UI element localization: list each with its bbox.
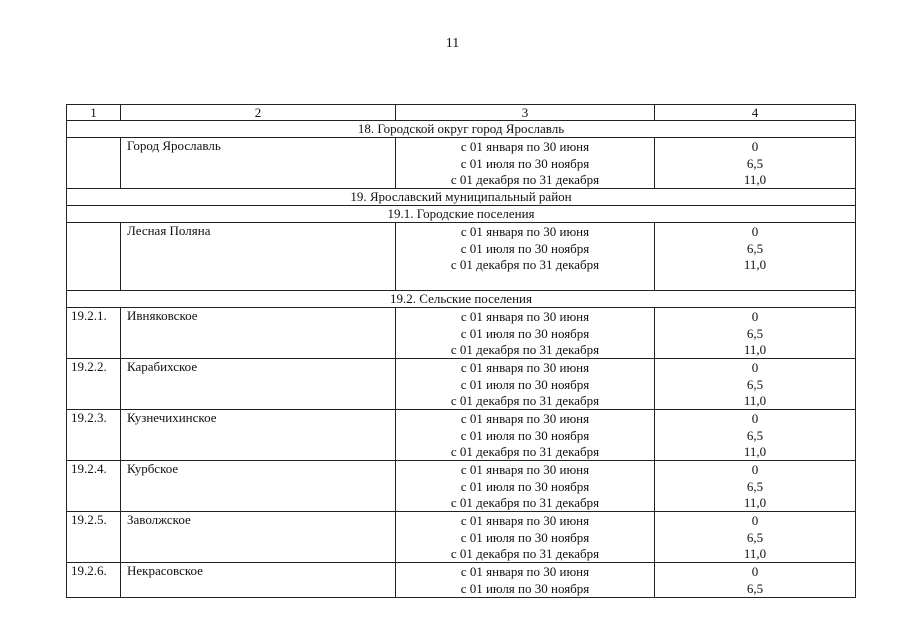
period-text: с 01 января по 30 июня xyxy=(460,462,590,477)
settlement-name: Кузнечихинское xyxy=(121,409,396,460)
period-cell xyxy=(396,138,655,189)
period-text: с 01 июля по 30 ноября xyxy=(460,155,590,171)
row-number xyxy=(67,138,121,189)
page-number: 11 xyxy=(445,36,460,51)
row-number: 19.2.5. xyxy=(67,512,121,563)
row-number: 19.2.4. xyxy=(67,461,121,512)
rate-value: 6,5 xyxy=(746,240,764,256)
period-cell xyxy=(396,409,655,460)
value-cell xyxy=(655,358,856,409)
rate-value: 6,5 xyxy=(746,529,764,545)
value-cell xyxy=(655,512,856,563)
rate-value: 0 xyxy=(751,308,759,324)
period-cell xyxy=(396,307,655,358)
section-title: 18. Городской округ город Ярославль xyxy=(67,121,856,138)
table-row xyxy=(67,358,856,409)
rate-value: 11,0 xyxy=(743,495,767,511)
column-header-4: 4 xyxy=(655,105,856,121)
rate-value: 0 xyxy=(751,410,759,426)
settlement-name: Заволжское xyxy=(121,512,396,563)
period-cell xyxy=(396,563,655,597)
column-header-3: 3 xyxy=(396,105,655,121)
rate-value: 6,5 xyxy=(746,155,764,171)
rate-value: 6,5 xyxy=(746,427,764,443)
period-text: с 01 июля по 30 ноября xyxy=(460,478,590,494)
period-cell xyxy=(396,223,655,291)
rate-value: 11,0 xyxy=(743,257,767,273)
section-title: 19.1. Городские поселения xyxy=(67,206,856,223)
period-text: с 01 июля по 30 ноября xyxy=(460,580,590,596)
period-text: с 01 января по 30 июня xyxy=(460,564,590,580)
period-text: с 01 января по 30 июня xyxy=(460,224,590,240)
settlement-name: Ивняковское xyxy=(121,307,396,358)
period-text: с 01 июля по 30 ноября xyxy=(460,529,590,545)
period-cell xyxy=(396,461,655,512)
row-number: 19.2.2. xyxy=(67,358,121,409)
rate-value: 0 xyxy=(751,359,759,375)
value-cell xyxy=(655,461,856,512)
section-title: 19.2. Сельские поселения xyxy=(67,290,856,307)
settlement-name: Город Ярославль xyxy=(121,138,396,189)
table-row xyxy=(67,138,856,189)
period-text: с 01 декабря по 31 декабря xyxy=(450,495,600,511)
table-row xyxy=(67,307,856,358)
settlement-name: Карабихское xyxy=(121,358,396,409)
rate-value: 0 xyxy=(751,564,759,580)
period-text: с 01 января по 30 июня xyxy=(460,308,590,324)
row-number: 19.2.6. xyxy=(67,563,121,597)
rate-value: 0 xyxy=(751,462,759,477)
rate-value: 0 xyxy=(751,513,759,529)
period-text: с 01 января по 30 июня xyxy=(460,139,590,154)
rate-value: 6,5 xyxy=(746,580,764,596)
table-row xyxy=(67,563,856,597)
period-cell xyxy=(396,512,655,563)
section-title: 19. Ярославский муниципальный район xyxy=(67,189,856,206)
rate-value: 11,0 xyxy=(743,546,767,562)
column-header-row xyxy=(67,105,856,121)
rate-value: 11,0 xyxy=(743,342,767,358)
period-text: с 01 декабря по 31 декабря xyxy=(450,172,600,188)
period-text: с 01 июля по 30 ноября xyxy=(460,427,590,443)
period-text: с 01 июля по 30 ноября xyxy=(460,240,590,256)
settlement-name: Курбское xyxy=(121,461,396,512)
period-text: с 01 декабря по 31 декабря xyxy=(450,546,600,562)
period-text: с 01 января по 30 июня xyxy=(460,410,590,426)
value-cell xyxy=(655,409,856,460)
rate-value: 11,0 xyxy=(743,172,767,188)
table-row xyxy=(67,512,856,563)
column-header-1: 1 xyxy=(67,105,121,121)
table-row xyxy=(67,223,856,291)
row-number xyxy=(67,223,121,291)
period-text: с 01 декабря по 31 декабря xyxy=(450,393,600,409)
table-row xyxy=(67,461,856,512)
row-number: 19.2.3. xyxy=(67,409,121,460)
period-text: с 01 января по 30 июня xyxy=(460,359,590,375)
period-text: с 01 декабря по 31 декабря xyxy=(450,444,600,460)
rate-value: 0 xyxy=(751,224,759,240)
period-text: с 01 декабря по 31 декабря xyxy=(450,257,600,273)
rate-value: 11,0 xyxy=(743,393,767,409)
value-cell xyxy=(655,307,856,358)
period-cell xyxy=(396,358,655,409)
period-text: с 01 января по 30 июня xyxy=(460,513,590,529)
rate-value: 6,5 xyxy=(746,478,764,494)
row-number: 19.2.1. xyxy=(67,307,121,358)
rate-value: 11,0 xyxy=(743,444,767,460)
settlement-name: Лесная Поляна xyxy=(121,223,396,291)
period-text: с 01 июля по 30 ноября xyxy=(460,376,590,392)
value-cell xyxy=(655,223,856,291)
rate-value: 6,5 xyxy=(746,376,764,392)
period-text: с 01 июля по 30 ноября xyxy=(460,325,590,341)
column-header-2: 2 xyxy=(121,105,396,121)
table-row xyxy=(67,409,856,460)
rate-value: 6,5 xyxy=(746,325,764,341)
rate-value: 0 xyxy=(751,139,759,154)
value-cell xyxy=(655,563,856,597)
value-cell xyxy=(655,138,856,189)
period-text: с 01 декабря по 31 декабря xyxy=(450,342,600,358)
settlement-name: Некрасовское xyxy=(121,563,396,597)
tariff-table xyxy=(66,104,856,598)
